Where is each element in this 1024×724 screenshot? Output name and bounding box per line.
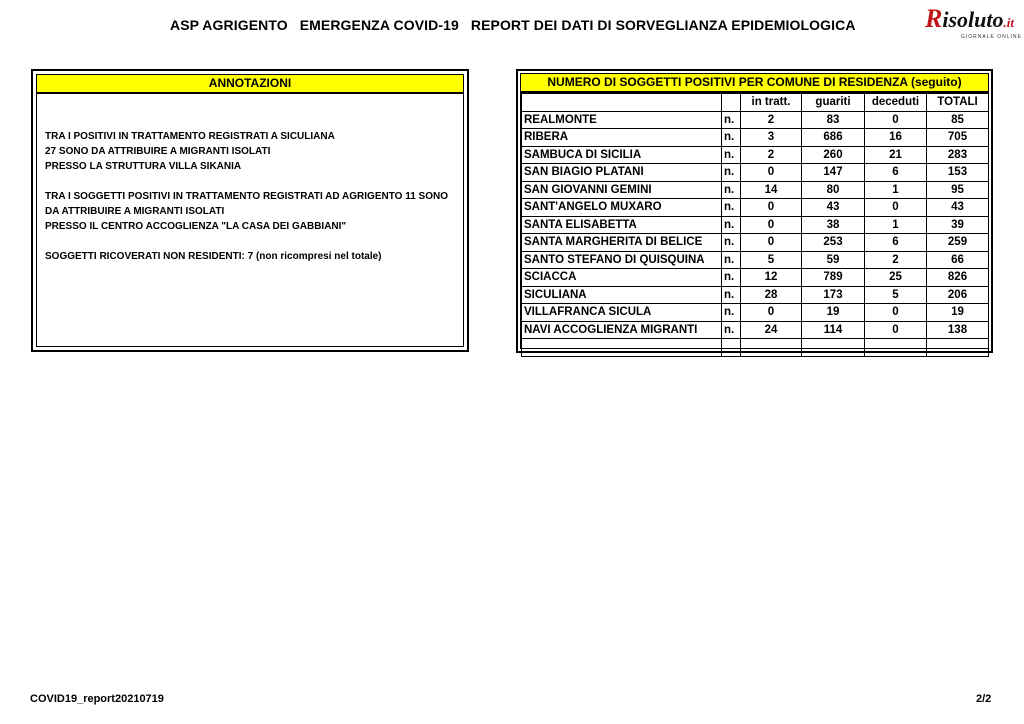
value-cell: 2 (741, 111, 802, 129)
value-cell: 153 (927, 164, 989, 182)
table-row (522, 251, 989, 269)
table-row (522, 164, 989, 182)
unit-cell: n. (722, 146, 741, 164)
table-row (522, 304, 989, 322)
value-cell: 259 (927, 234, 989, 252)
unit-cell: n. (722, 286, 741, 304)
value-cell: 43 (802, 199, 865, 217)
value-cell: 21 (865, 146, 927, 164)
value-cell: 0 (741, 164, 802, 182)
value-cell: 19 (927, 304, 989, 322)
municipality-cell: SAN GIOVANNI GEMINI (522, 181, 722, 199)
unit-cell: n. (722, 181, 741, 199)
unit-cell: n. (722, 321, 741, 339)
table-row (522, 269, 989, 287)
column-header: guariti (802, 94, 865, 112)
value-cell: 16 (865, 129, 927, 147)
value-cell: 28 (741, 286, 802, 304)
unit-cell: n. (722, 111, 741, 129)
logo-subtitle: GIORNALE ONLINE (961, 34, 1022, 40)
value-cell: 12 (741, 269, 802, 287)
value-cell: 59 (802, 251, 865, 269)
municipality-cell: SANTA ELISABETTA (522, 216, 722, 234)
logo-suffix: .it (1003, 15, 1014, 30)
value-cell: 0 (741, 216, 802, 234)
table-row (522, 216, 989, 234)
report-title: ASP AGRIGENTO EMERGENZA COVID-19 REPORT DEI DATI DI SORVEGLIANZA EPIDEMIOLOGICA (170, 17, 856, 33)
column-header (722, 94, 741, 112)
value-cell: 114 (802, 321, 865, 339)
risoluto-logo (925, 4, 1021, 44)
positives-table-panel (516, 69, 993, 353)
unit-cell: n. (722, 269, 741, 287)
value-cell: 80 (802, 181, 865, 199)
table-row (522, 111, 989, 129)
table-row (522, 286, 989, 304)
value-cell: 85 (927, 111, 989, 129)
logo-wordmark (925, 4, 1014, 34)
annotation-paragraph: TRA I SOGGETTI POSITIVI IN TRATTAMENTO REGISTRATI AD AGRIGENTO 11 SONO DA ATTRIBUIRE A MIGRANTI ISOLATI PRESSO IL CENTRO ACCOGLIENZA "LA CASA DEI GABBIANI" (45, 191, 448, 232)
municipality-cell: SCIACCA (522, 269, 722, 287)
annotation-paragraph: TRA I POSITIVI IN TRATTAMENTO REGISTRATI A SICULIANA 27 SONO DA ATTRIBUIRE A MIGRANTI ISOLATI PRESSO LA STRUTTURA VILLA SIKANIA (45, 131, 335, 172)
logo-word-rest: isoluto (942, 7, 1004, 32)
municipality-cell: SICULIANA (522, 286, 722, 304)
report-id: COVID19_report20210719 (30, 693, 164, 705)
column-header: in tratt. (741, 94, 802, 112)
value-cell: 19 (802, 304, 865, 322)
value-cell: 0 (741, 304, 802, 322)
value-cell: 39 (927, 216, 989, 234)
value-cell: 0 (865, 304, 927, 322)
table-header-row (522, 94, 989, 112)
value-cell: 173 (802, 286, 865, 304)
value-cell: 6 (865, 234, 927, 252)
value-cell: 260 (802, 146, 865, 164)
unit-cell: n. (722, 129, 741, 147)
positives-table (521, 93, 989, 357)
value-cell: 138 (927, 321, 989, 339)
value-cell: 0 (865, 111, 927, 129)
municipality-cell: SANT'ANGELO MUXARO (522, 199, 722, 217)
municipality-cell: SAMBUCA DI SICILIA (522, 146, 722, 164)
value-cell: 1 (865, 216, 927, 234)
annotations-panel (31, 69, 469, 352)
column-header: TOTALI (927, 94, 989, 112)
value-cell: 66 (927, 251, 989, 269)
value-cell: 95 (927, 181, 989, 199)
value-cell: 147 (802, 164, 865, 182)
municipality-cell: SANTO STEFANO DI QUISQUINA (522, 251, 722, 269)
value-cell: 0 (741, 234, 802, 252)
value-cell: 206 (927, 286, 989, 304)
unit-cell: n. (722, 251, 741, 269)
value-cell: 253 (802, 234, 865, 252)
unit-cell: n. (722, 199, 741, 217)
value-cell: 2 (865, 251, 927, 269)
column-header: deceduti (865, 94, 927, 112)
table-row (522, 234, 989, 252)
table-row (522, 199, 989, 217)
municipality-cell: REALMONTE (522, 111, 722, 129)
value-cell: 2 (741, 146, 802, 164)
annotation-paragraph: SOGGETTI RICOVERATI NON RESIDENTI: 7 (non ricompresi nel totale) (45, 251, 382, 262)
unit-cell: n. (722, 234, 741, 252)
value-cell: 789 (802, 269, 865, 287)
page-number: 2/2 (976, 693, 992, 705)
value-cell: 25 (865, 269, 927, 287)
value-cell: 5 (865, 286, 927, 304)
value-cell (802, 339, 865, 357)
value-cell: 0 (741, 199, 802, 217)
column-header (522, 94, 722, 112)
value-cell: 1 (865, 181, 927, 199)
unit-cell: n. (722, 216, 741, 234)
municipality-cell: SANTA MARGHERITA DI BELICE (522, 234, 722, 252)
municipality-cell: VILLAFRANCA SICULA (522, 304, 722, 322)
municipality-cell: NAVI ACCOGLIENZA MIGRANTI (522, 321, 722, 339)
value-cell (927, 339, 989, 357)
logo-initial: R (925, 4, 943, 33)
value-cell (865, 339, 927, 357)
value-cell: 14 (741, 181, 802, 199)
value-cell: 3 (741, 129, 802, 147)
value-cell: 283 (927, 146, 989, 164)
positives-table-frame (520, 73, 989, 349)
table-row (522, 339, 989, 357)
positives-table-title: NUMERO DI SOGGETTI POSITIVI PER COMUNE DI RESIDENZA (seguito) (521, 74, 988, 93)
unit-cell: n. (722, 164, 741, 182)
unit-cell: n. (722, 304, 741, 322)
table-row (522, 129, 989, 147)
value-cell: 24 (741, 321, 802, 339)
municipality-cell: RIBERA (522, 129, 722, 147)
municipality-cell: SAN BIAGIO PLATANI (522, 164, 722, 182)
table-row (522, 181, 989, 199)
value-cell: 6 (865, 164, 927, 182)
unit-cell (722, 339, 741, 357)
value-cell: 0 (865, 199, 927, 217)
value-cell: 686 (802, 129, 865, 147)
value-cell: 38 (802, 216, 865, 234)
value-cell: 705 (927, 129, 989, 147)
value-cell: 83 (802, 111, 865, 129)
value-cell: 826 (927, 269, 989, 287)
table-body (522, 111, 989, 356)
annotations-title: ANNOTAZIONI (37, 75, 463, 94)
municipality-cell (522, 339, 722, 357)
value-cell: 0 (865, 321, 927, 339)
value-cell: 5 (741, 251, 802, 269)
value-cell: 43 (927, 199, 989, 217)
table-row (522, 146, 989, 164)
table-row (522, 321, 989, 339)
value-cell (741, 339, 802, 357)
annotations-text (45, 129, 465, 279)
